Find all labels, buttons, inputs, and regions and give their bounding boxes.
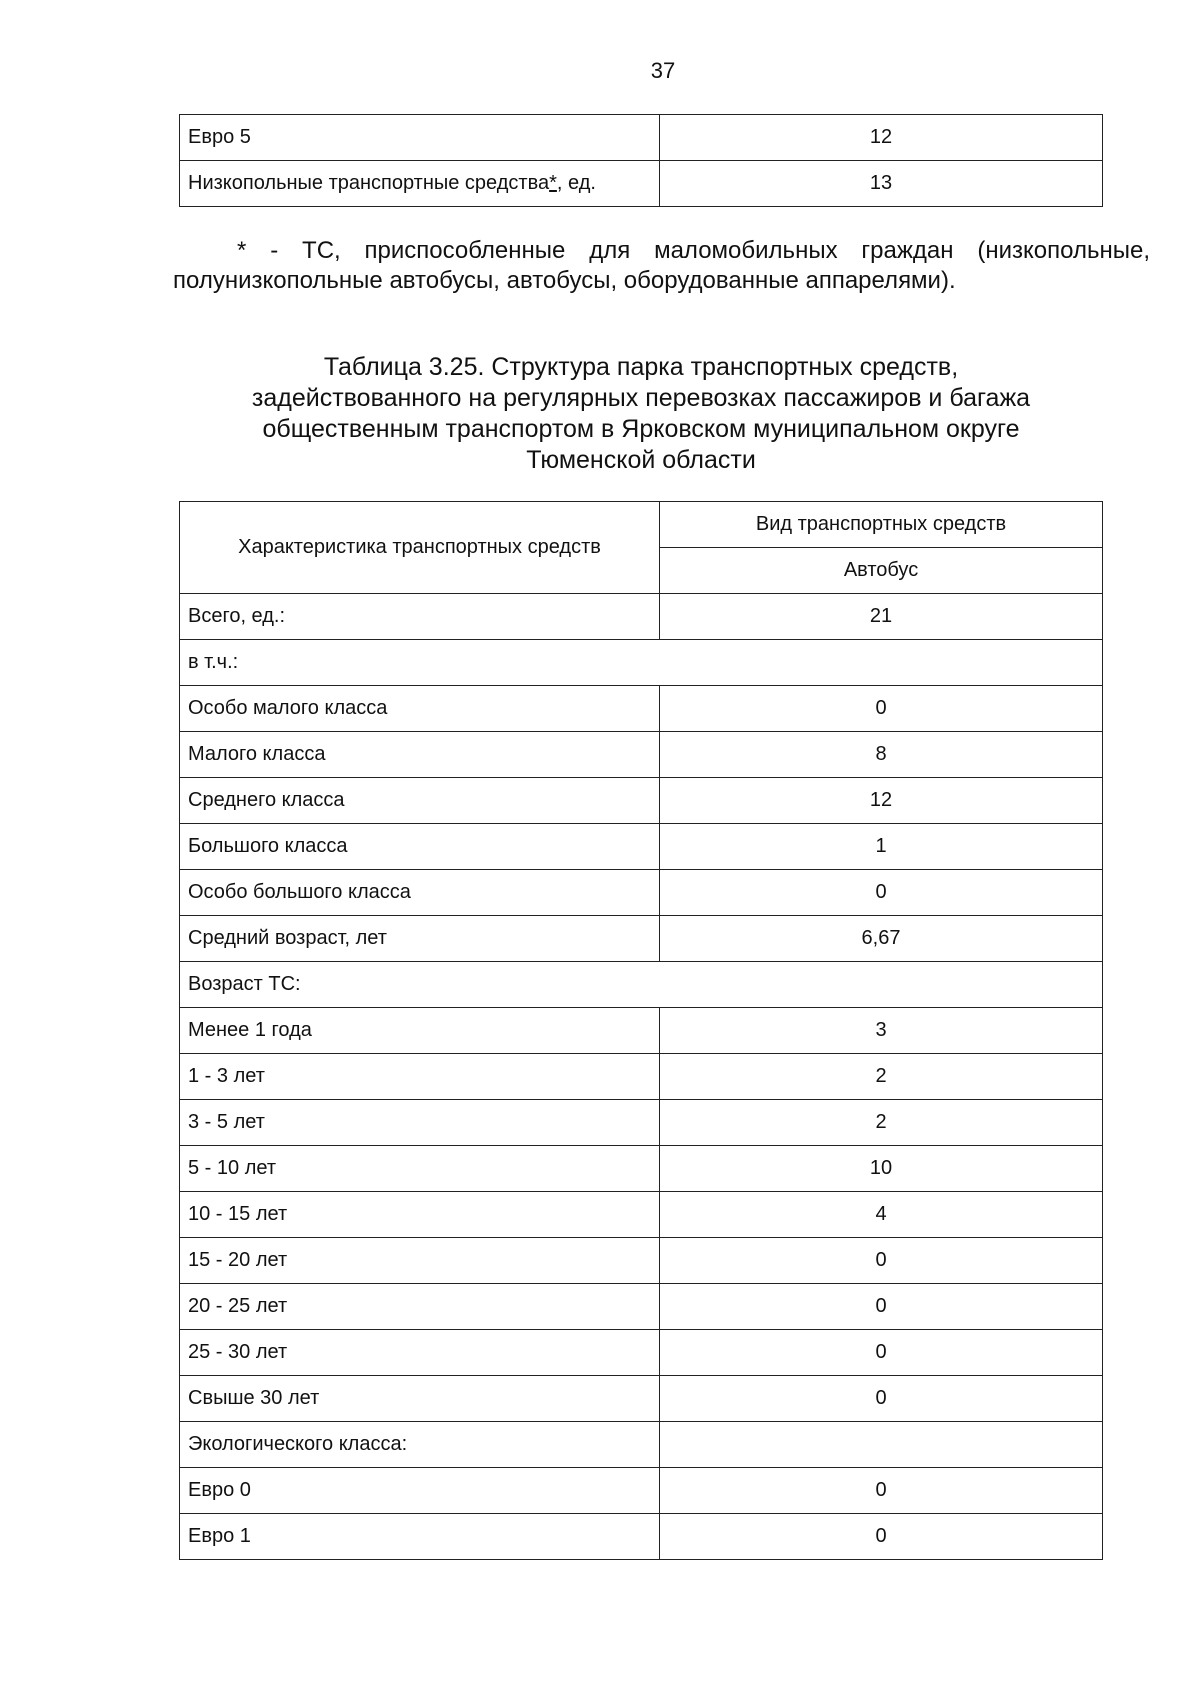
column-header-bus: Автобус xyxy=(660,548,1103,594)
table-row xyxy=(180,1468,1103,1514)
row-value: 21 xyxy=(660,594,1103,640)
caption-line: Тюменской области xyxy=(526,446,756,474)
continued-table xyxy=(179,114,1103,207)
footnote xyxy=(173,236,1150,296)
row-label: 20 - 25 лет xyxy=(180,1284,660,1330)
row-label: Менее 1 года xyxy=(180,1008,660,1054)
table-row xyxy=(180,778,1103,824)
section-label: Возраст ТС: xyxy=(180,962,1103,1008)
row-value: 2 xyxy=(660,1100,1103,1146)
table-row xyxy=(180,640,1103,686)
row-value xyxy=(660,1422,1103,1468)
row-label xyxy=(180,161,660,207)
fleet-structure-table xyxy=(179,501,1103,1560)
table-row xyxy=(180,824,1103,870)
row-value: 0 xyxy=(660,686,1103,732)
table-row xyxy=(180,686,1103,732)
table-header-row xyxy=(180,502,1103,548)
row-value: 13 xyxy=(660,161,1103,207)
section-label: в т.ч.: xyxy=(180,640,1103,686)
table-row xyxy=(180,1008,1103,1054)
row-value: 0 xyxy=(660,1514,1103,1560)
table-row xyxy=(180,161,1103,207)
page-number: 37 xyxy=(650,58,676,83)
row-value: 2 xyxy=(660,1054,1103,1100)
footnote-line: * - ТС, приспособленные для маломобильных граждан (низкопольные, xyxy=(237,237,1150,264)
row-label: 5 - 10 лет xyxy=(180,1146,660,1192)
row-value: 3 xyxy=(660,1008,1103,1054)
row-value: 0 xyxy=(660,1376,1103,1422)
table-row xyxy=(180,1054,1103,1100)
row-label: Свыше 30 лет xyxy=(180,1376,660,1422)
row-label: Евро 1 xyxy=(180,1514,660,1560)
label-text: Низкопольные транспортные средства xyxy=(188,172,550,194)
row-label: Малого класса xyxy=(180,732,660,778)
row-value: 8 xyxy=(660,732,1103,778)
table-row xyxy=(180,1192,1103,1238)
footnote-line: полунизкопольные автобусы, автобусы, оборудованные аппарелями). xyxy=(173,267,956,294)
row-value: 12 xyxy=(660,778,1103,824)
row-value: 0 xyxy=(660,1330,1103,1376)
row-label: Евро 5 xyxy=(180,115,660,161)
table-row xyxy=(180,1376,1103,1422)
column-header-vehicle-type: Вид транспортных средств xyxy=(660,502,1103,548)
table-caption xyxy=(179,352,1103,476)
row-label: Всего, ед.: xyxy=(180,594,660,640)
row-label: Средний возраст, лет xyxy=(180,916,660,962)
row-value: 0 xyxy=(660,1284,1103,1330)
table-row xyxy=(180,115,1103,161)
row-value: 0 xyxy=(660,1238,1103,1284)
table-row xyxy=(180,962,1103,1008)
table-row xyxy=(180,1330,1103,1376)
row-value: 6,67 xyxy=(660,916,1103,962)
table-row xyxy=(180,1238,1103,1284)
table-row xyxy=(180,1422,1103,1468)
row-value: 0 xyxy=(660,870,1103,916)
caption-line: общественным транспортом в Ярковском муниципальном округе xyxy=(262,415,1020,443)
row-label: 25 - 30 лет xyxy=(180,1330,660,1376)
table-row xyxy=(180,1284,1103,1330)
row-label: Среднего класса xyxy=(180,778,660,824)
table-row xyxy=(180,916,1103,962)
table-row xyxy=(180,594,1103,640)
table-row xyxy=(180,1100,1103,1146)
table-row xyxy=(180,870,1103,916)
row-label: 3 - 5 лет xyxy=(180,1100,660,1146)
caption-line: Таблица 3.25. Структура парка транспортных средств, xyxy=(323,353,959,381)
row-label: Особо малого класса xyxy=(180,686,660,732)
caption-line: задействованного на регулярных перевозках пассажиров и багажа xyxy=(251,384,1031,412)
row-label: Большого класса xyxy=(180,824,660,870)
label-suffix: , ед. xyxy=(556,172,596,194)
row-label: 1 - 3 лет xyxy=(180,1054,660,1100)
row-label: 10 - 15 лет xyxy=(180,1192,660,1238)
row-label: Особо большого класса xyxy=(180,870,660,916)
row-label: Евро 0 xyxy=(180,1468,660,1514)
row-value: 1 xyxy=(660,824,1103,870)
row-value: 4 xyxy=(660,1192,1103,1238)
row-value: 10 xyxy=(660,1146,1103,1192)
column-header-characteristic: Характеристика транспортных средств xyxy=(180,502,660,594)
table-row xyxy=(180,732,1103,778)
row-label: Экологического класса: xyxy=(180,1422,660,1468)
table-row xyxy=(180,1514,1103,1560)
row-value: 12 xyxy=(660,115,1103,161)
row-value: 0 xyxy=(660,1468,1103,1514)
table-row xyxy=(180,1146,1103,1192)
row-label: 15 - 20 лет xyxy=(180,1238,660,1284)
footnote-link[interactable]: * xyxy=(549,172,557,194)
